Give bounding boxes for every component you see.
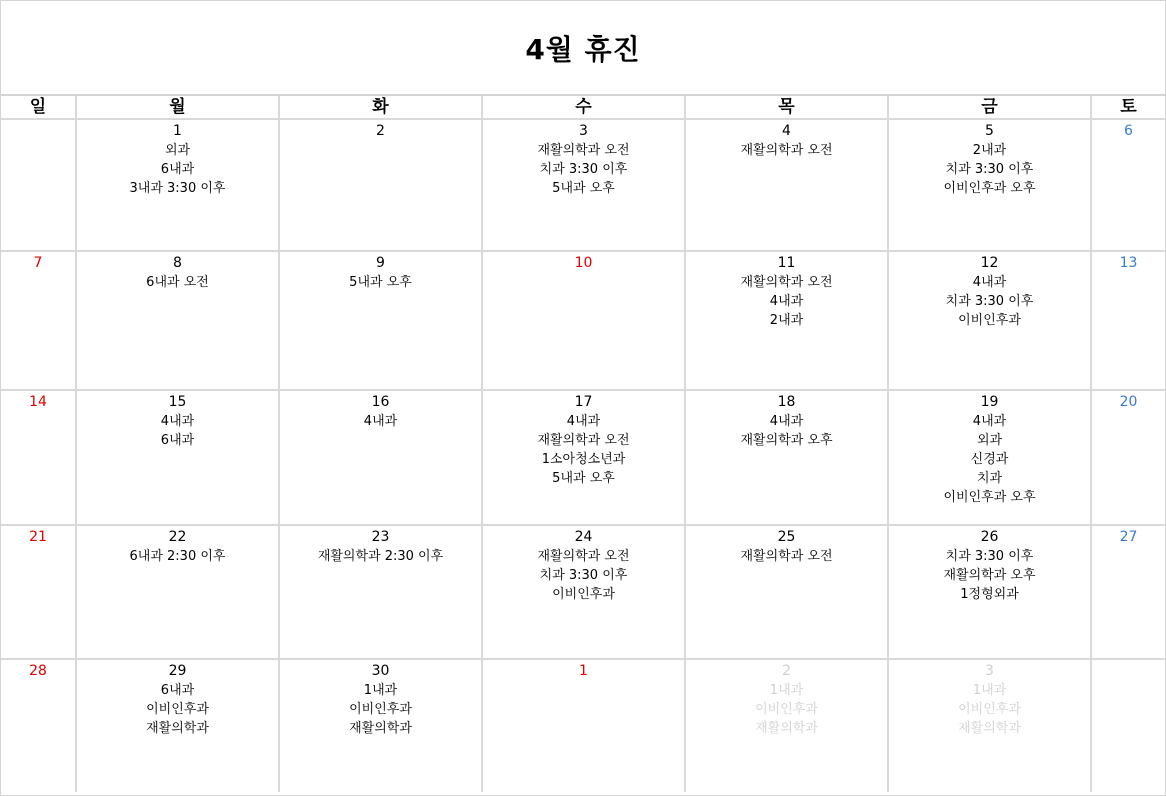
closure-entry: 6내과 2:30 이후 xyxy=(129,549,226,564)
day-cell-fri xyxy=(888,659,1091,792)
closure-entry: 3내과 3:30 이후 xyxy=(129,181,226,196)
closure-entry: 재활의학과 xyxy=(349,721,412,736)
closure-entry: 재활의학과 2:30 이후 xyxy=(317,549,444,564)
closure-entry: 6내과 xyxy=(160,683,195,698)
closure-entry: 이비인후과 xyxy=(958,313,1021,328)
day-cell-fri xyxy=(888,390,1091,525)
closure-entry: 이비인후과 xyxy=(958,702,1021,717)
day-cell-sun xyxy=(1,119,76,251)
day-cell-fri xyxy=(888,251,1091,390)
day-number: 13 xyxy=(1119,255,1138,271)
title-bar xyxy=(1,1,1165,96)
weekday-mon: 월 xyxy=(76,96,279,119)
week-row xyxy=(1,525,1165,659)
week-row xyxy=(1,659,1165,792)
day-number: 27 xyxy=(1119,529,1138,545)
closure-entry: 재활의학과 오전 xyxy=(740,143,833,158)
closure-entry: 이비인후과 xyxy=(755,702,818,717)
closure-entry: 5내과 오후 xyxy=(552,471,615,486)
closure-entry: 재활의학과 오후 xyxy=(943,568,1036,583)
day-number xyxy=(1,120,75,122)
closure-entry: 신경과 xyxy=(970,452,1009,467)
day-cell-sat xyxy=(1091,390,1165,525)
day-number: 19 xyxy=(980,394,999,410)
weekday-fri: 금 xyxy=(888,96,1091,119)
closure-entry: 4내과 xyxy=(160,414,195,429)
closure-entry: 1내과 xyxy=(972,683,1007,698)
day-cell-mon xyxy=(76,390,279,525)
day-number: 11 xyxy=(777,255,796,271)
closure-entry: 이비인후과 오후 xyxy=(943,181,1036,196)
closure-entry: 이비인후과 xyxy=(552,587,615,602)
week-row xyxy=(1,251,1165,390)
closure-entry: 이비인후과 xyxy=(146,702,209,717)
day-number: 6 xyxy=(1124,123,1133,139)
closure-entry: 이비인후과 xyxy=(349,702,412,717)
closure-entry: 4내과 xyxy=(972,275,1007,290)
day-cell-sat xyxy=(1091,119,1165,251)
day-number: 2 xyxy=(376,123,385,139)
closure-entry: 재활의학과 오전 xyxy=(537,433,630,448)
day-cell-wed xyxy=(482,251,685,390)
day-number: 20 xyxy=(1119,394,1138,410)
closure-entry: 1내과 xyxy=(769,683,804,698)
closure-entry: 치과 3:30 이후 xyxy=(945,294,1034,309)
closure-entry: 4내과 xyxy=(363,414,398,429)
day-number: 16 xyxy=(371,394,390,410)
day-cell-wed xyxy=(482,659,685,792)
day-number: 3 xyxy=(579,123,588,139)
closure-entry: 재활의학과 xyxy=(146,721,209,736)
closure-entry: 재활의학과 오후 xyxy=(740,433,833,448)
day-number: 4 xyxy=(782,123,791,139)
day-cell-tue xyxy=(279,390,482,525)
day-cell-wed xyxy=(482,119,685,251)
day-cell-mon xyxy=(76,251,279,390)
day-cell-wed xyxy=(482,525,685,659)
day-number: 1 xyxy=(579,663,588,679)
day-cell-tue xyxy=(279,659,482,792)
day-cell-tue xyxy=(279,525,482,659)
day-number: 15 xyxy=(168,394,187,410)
weekday-sun: 일 xyxy=(1,96,76,119)
closure-entry: 2내과 xyxy=(972,143,1007,158)
closure-entry: 6내과 xyxy=(160,162,195,177)
closure-entry: 재활의학과 오전 xyxy=(537,549,630,564)
day-number: 25 xyxy=(777,529,796,545)
day-cell-mon xyxy=(76,659,279,792)
day-number xyxy=(1092,660,1165,662)
week-row xyxy=(1,390,1165,525)
day-number: 29 xyxy=(168,663,187,679)
weekday-sat: 토 xyxy=(1091,96,1165,119)
closure-entry: 6내과 xyxy=(160,433,195,448)
closure-entry: 1정형외과 xyxy=(960,587,1019,602)
day-cell-thu xyxy=(685,390,888,525)
day-number: 10 xyxy=(574,255,593,271)
weekday-wed: 수 xyxy=(482,96,685,119)
closure-entry: 치과 3:30 이후 xyxy=(945,549,1034,564)
day-number: 14 xyxy=(29,394,47,410)
closure-entry: 5내과 오후 xyxy=(552,181,615,196)
closure-entry: 4내과 xyxy=(769,294,804,309)
closure-entry: 이비인후과 오후 xyxy=(943,490,1036,505)
closure-entry: 재활의학과 오전 xyxy=(740,275,833,290)
closure-entry: 1소아청소년과 xyxy=(541,452,626,467)
week-row xyxy=(1,119,1165,251)
day-cell-tue xyxy=(279,119,482,251)
day-cell-thu xyxy=(685,251,888,390)
day-cell-sun xyxy=(1,251,76,390)
day-number: 22 xyxy=(168,529,187,545)
closure-entry: 재활의학과 xyxy=(958,721,1021,736)
day-cell-fri xyxy=(888,119,1091,251)
day-number: 24 xyxy=(574,529,593,545)
closure-entry: 재활의학과 오전 xyxy=(537,143,630,158)
closure-entry: 재활의학과 xyxy=(755,721,818,736)
day-cell-sat xyxy=(1091,251,1165,390)
calendar-grid xyxy=(1,96,1165,792)
day-cell-sun xyxy=(1,525,76,659)
closure-entry: 재활의학과 오전 xyxy=(740,549,833,564)
day-number: 23 xyxy=(371,529,390,545)
closure-entry: 외과 xyxy=(976,433,1003,448)
day-number: 17 xyxy=(574,394,593,410)
closure-entry: 외과 xyxy=(164,143,191,158)
day-cell-sun xyxy=(1,390,76,525)
day-cell-wed xyxy=(482,390,685,525)
weekday-thu: 목 xyxy=(685,96,888,119)
day-number: 1 xyxy=(173,123,182,139)
closure-entry: 4내과 xyxy=(566,414,601,429)
closure-entry: 치과 3:30 이후 xyxy=(539,568,628,583)
day-number: 8 xyxy=(173,255,182,271)
day-number: 3 xyxy=(985,663,994,679)
page-title: 4월 휴진 xyxy=(525,32,641,66)
closure-entry: 치과 xyxy=(976,471,1003,486)
day-cell-sat xyxy=(1091,659,1165,792)
day-number: 9 xyxy=(376,255,385,271)
day-number: 21 xyxy=(29,529,47,545)
day-number: 12 xyxy=(980,255,999,271)
closure-entry: 4내과 xyxy=(972,414,1007,429)
day-cell-thu xyxy=(685,119,888,251)
day-number: 26 xyxy=(980,529,999,545)
day-cell-mon xyxy=(76,525,279,659)
weekday-tue: 화 xyxy=(279,96,482,119)
closure-entry: 치과 3:30 이후 xyxy=(539,162,628,177)
day-cell-mon xyxy=(76,119,279,251)
day-number: 5 xyxy=(985,123,994,139)
weekday-header-row xyxy=(1,96,1165,119)
closure-entry: 1내과 xyxy=(363,683,398,698)
closure-entry: 2내과 xyxy=(769,313,804,328)
day-number: 7 xyxy=(33,255,43,271)
day-number: 2 xyxy=(782,663,791,679)
day-cell-sat xyxy=(1091,525,1165,659)
day-cell-tue xyxy=(279,251,482,390)
day-number: 28 xyxy=(29,663,47,679)
day-cell-thu xyxy=(685,659,888,792)
day-number: 18 xyxy=(777,394,796,410)
closure-entry: 5내과 오후 xyxy=(349,275,412,290)
closure-entry: 6내과 오전 xyxy=(146,275,209,290)
day-cell-thu xyxy=(685,525,888,659)
day-number: 30 xyxy=(371,663,390,679)
closure-entry: 4내과 xyxy=(769,414,804,429)
closure-entry: 치과 3:30 이후 xyxy=(945,162,1034,177)
day-cell-sun xyxy=(1,659,76,792)
day-cell-fri xyxy=(888,525,1091,659)
